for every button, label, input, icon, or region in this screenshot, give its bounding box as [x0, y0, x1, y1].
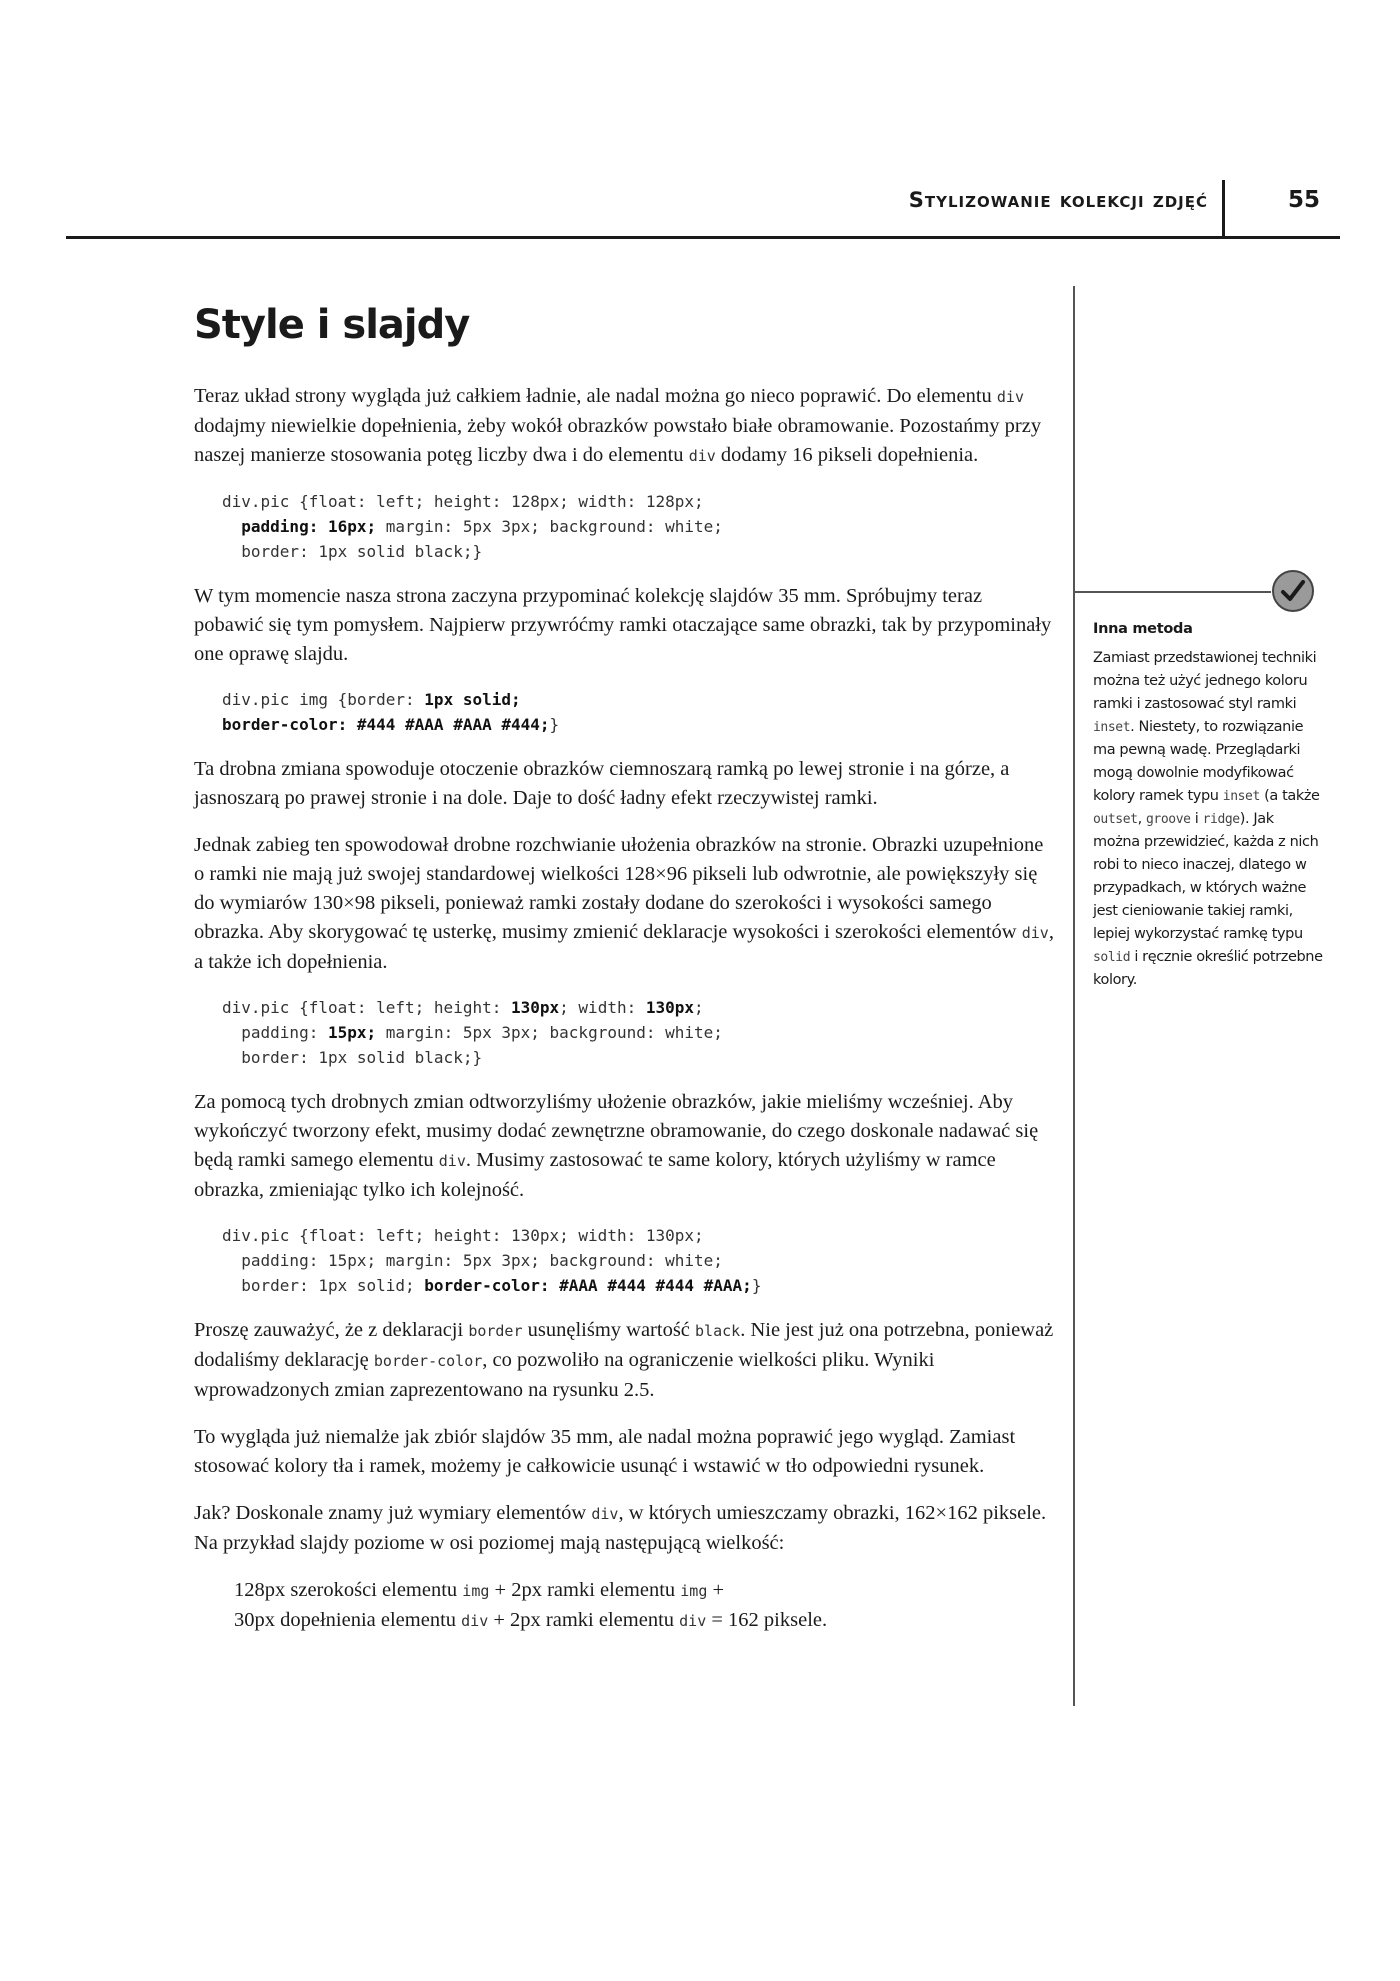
calculation-line-2: 30px dopełnienia elementu div + 2px ramki elementu div = 162 piksele. — [234, 1609, 828, 1631]
sidebar-note — [1093, 570, 1323, 992]
section-title: Style i slajdy — [194, 302, 470, 348]
paragraph-7: To wygląda już niemalże jak zbiór slajdów 35 mm, ale nadal można poprawić jego wygląd. Zamiast stosować kolory tła i ramek, możemy je całkowicie usunąć i wstawić w tło odpowiedni rysunek. — [194, 1426, 1016, 1477]
running-head-title: Stylizowanie kolekcji zdjęć — [908, 188, 1208, 212]
code-block-3: div.pic {float: left; height: 130px; width: 130px; padding: 15px; margin: 5px 3px; background: white; border: 1px solid black;} — [222, 998, 723, 1067]
calculation-line-1: 128px szerokości elementu img + 2px ramki elementu img + — [234, 1579, 725, 1601]
paragraph-6: Proszę zauważyć, że z deklaracji border usunęliśmy wartość black. Nie jest już ona potrzebna, ponieważ dodaliśmy deklarację border-color, co pozwoliło na ograniczenie wielkości pliku. Wyniki wprowadzonych zmian zaprezentowano na rysunku 2.5. — [194, 1319, 1054, 1401]
paragraph-3: Ta drobna zmiana spowoduje otoczenie obrazków ciemnoszarą ramką po lewej stronie i na górze, a jasnoszarą po prawej stronie i na dole. Daje to dość ładny efekt rzeczywistej ramki. — [194, 758, 1010, 809]
main-column — [194, 292, 1054, 1636]
paragraph-4: Jednak zabieg ten spowodował drobne rozchwianie ułożenia obrazków na stronie. Obrazki uzupełnione o ramki nie mają już swojej standardowej wielkości 128×96 pikseli lub odwrotnie, ale powiększyły się do wymiarów 130×98 pikseli, ponieważ ramki zostały dodane do szerokości i wysokości samego obrazka. Aby skorygować tę usterkę, musimy zmienić deklaracje wysokości i szerokości elementów div, a także ich dopełnienia. — [194, 834, 1054, 973]
paragraph-1: Teraz układ strony wygląda już całkiem ładnie, ale nadal można go nieco poprawić. Do elementu div dodajmy niewielkie dopełnienia, żeby wokół obrazków powstało białe obramowanie. Pozostańmy przy naszej manierze stosowania potęg liczby dwa i do elementu div dodamy 16 pikseli dopełnienia. — [194, 385, 1042, 466]
paragraph-5: Za pomocą tych drobnych zmian odtworzyliśmy ułożenie obrazków, jakie mieliśmy wcześniej. Aby wykończyć tworzony efekt, musimy dodać zewnętrzne obramowanie, do czego doskonale nadawać się będą ramki samego elementu div. Musimy zastosować te same kolory, których użyliśmy w ramce obrazka, zmieniając tylko ich kolejność. — [194, 1091, 1039, 1201]
page-number: 55 — [1287, 187, 1320, 213]
sidebar-title: Inna metoda — [1093, 621, 1193, 637]
running-head-divider — [1222, 180, 1225, 236]
code-block-2: div.pic img {border: 1px solid; border-color: #444 #AAA #AAA #444;} — [222, 690, 560, 734]
running-head — [66, 180, 1340, 239]
sidebar-text: Zamiast przedstawionej techniki można też użyć jednego koloru ramki i zastosować styl ramki inset. Niestety, to rozwiązanie ma pewną wadę. Przeglądarki mogą dowolnie modyfikować kolory ramek typu inset (a także outset, groove i ridge). Jak można przewidzieć, każda z nich robi to nieco inaczej, dlatego w przypadkach, w których ważne jest cieniowanie takiej ramki, lepiej wykorzystać ramkę typu solid i ręcznie określić potrzebne kolory. — [1093, 650, 1323, 988]
paragraph-2: W tym momencie nasza strona zaczyna przypominać kolekcję slajdów 35 mm. Spróbujmy teraz pobawić się tym pomysłem. Najpierw przywróćmy ramki otaczające same obrazki, tak by przypominały one oprawę slajdu. — [194, 585, 1052, 665]
code-block-1: div.pic {float: left; height: 128px; width: 128px; padding: 16px; margin: 5px 3px; background: white; border: 1px solid black;} — [222, 492, 723, 561]
code-block-4: div.pic {float: left; height: 130px; width: 130px; padding: 15px; margin: 5px 3px; background: white; border: 1px solid; border-color: #AAA #444 #444 #AAA;} — [222, 1226, 762, 1295]
paragraph-8: Jak? Doskonale znamy już wymiary elementów div, w których umieszczamy obrazki, 162×162 piksele. Na przykład slajdy poziome w osi poziomej mają następującą wielkość: — [194, 1502, 1047, 1554]
column-divider — [1073, 286, 1075, 1706]
